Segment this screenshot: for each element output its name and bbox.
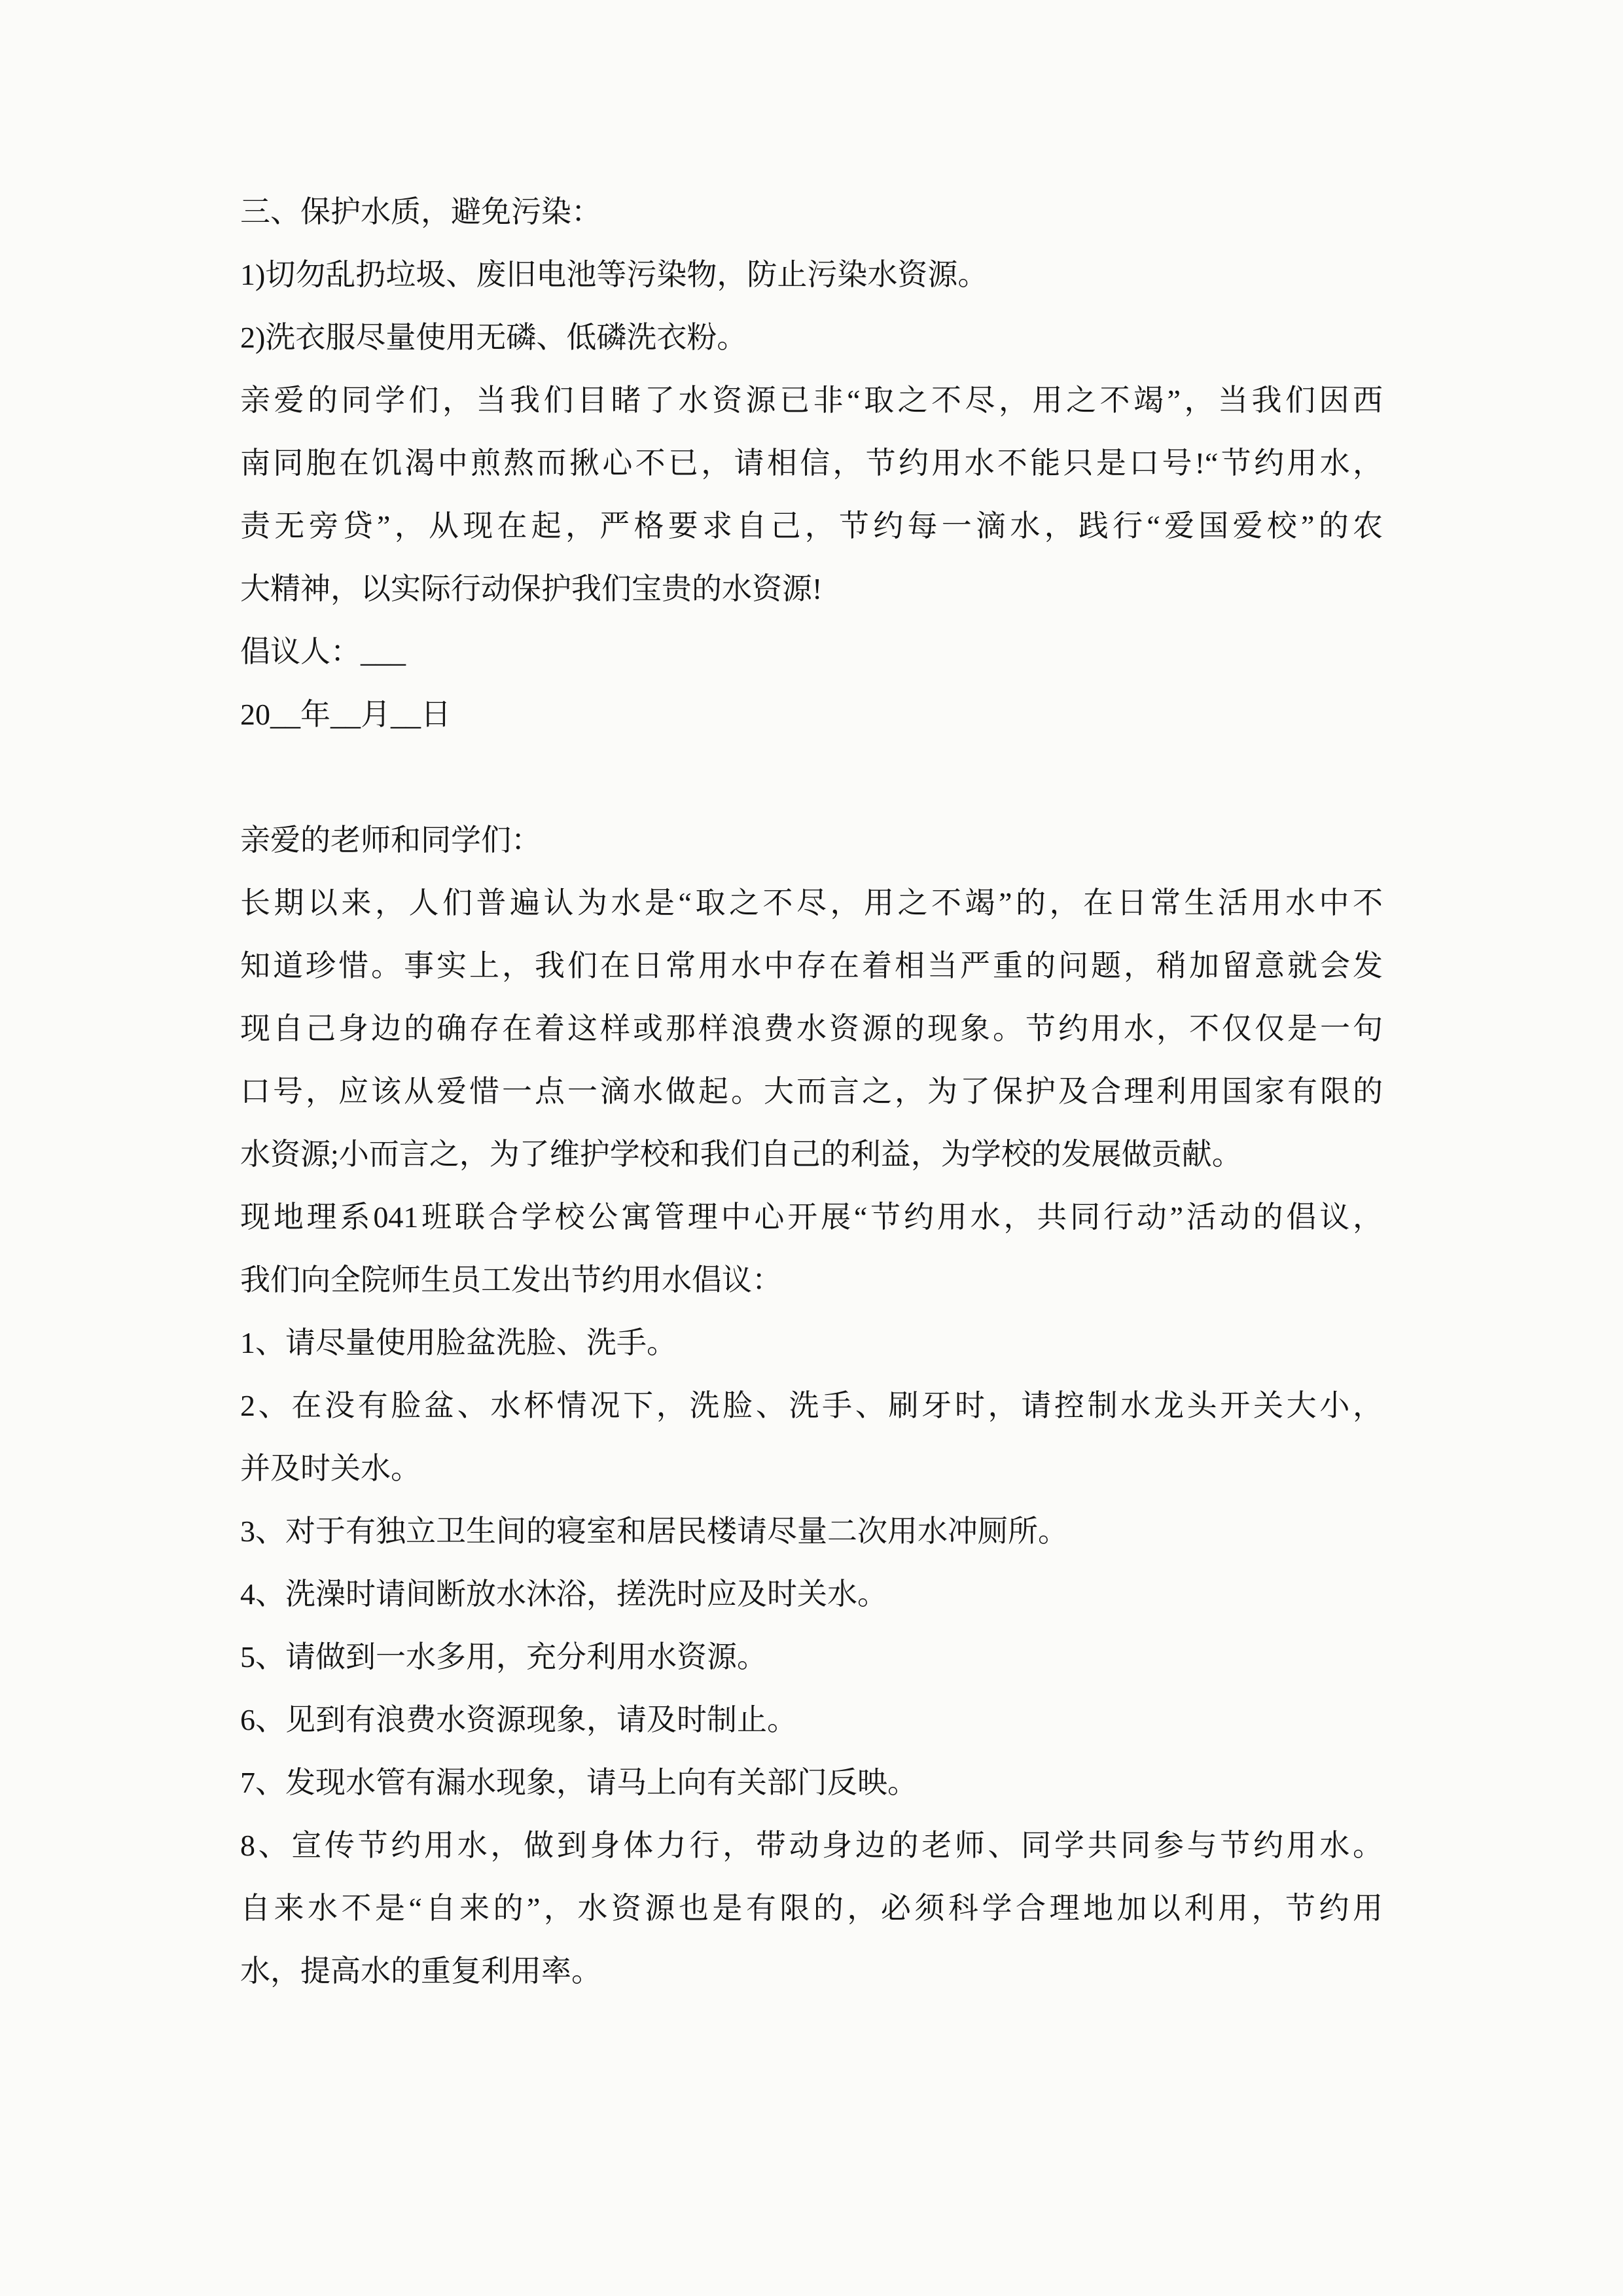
text-line: 南同胞在饥渴中煎熬而揪心不已，请相信，节约用水不能只是口号!“节约用水， xyxy=(240,446,1383,480)
text-line: 水，提高水的重复利用率。 xyxy=(240,1954,601,1988)
text-line: 倡议人：___ xyxy=(240,635,406,668)
text-line: 大精神，以实际行动保护我们宝贵的水资源! xyxy=(240,572,823,605)
text-line: 7、发现水管有漏水现象，请马上向有关部门反映。 xyxy=(240,1766,918,1799)
text-line: 现地理系041班联合学校公寓管理中心开展“节约用水，共同行动”活动的倡议， xyxy=(240,1200,1383,1234)
document-text xyxy=(240,181,1383,2003)
text-line: 三、保护水质，避免污染： xyxy=(240,195,601,228)
text-line: 1)切勿乱扔垃圾、废旧电池等污染物，防止污染水资源。 xyxy=(240,258,988,291)
text-line: 责无旁贷”，从现在起，严格要求自己，节约每一滴水，践行“爱国爱校”的农 xyxy=(240,509,1383,543)
text-line: 6、见到有浪费水资源现象，请及时制止。 xyxy=(240,1703,797,1736)
text-line: 我们向全院师生员工发出节约用水倡议： xyxy=(240,1263,782,1297)
text-line: 5、请做到一水多用，充分利用水资源。 xyxy=(240,1640,767,1674)
text-line: 20__年__月__日 xyxy=(240,698,451,731)
text-line: 亲爱的老师和同学们： xyxy=(240,823,541,857)
text-line: 亲爱的同学们，当我们目睹了水资源已非“取之不尽，用之不竭”，当我们因西 xyxy=(240,384,1383,417)
text-line: 知道珍惜。事实上，我们在日常用水中存在着相当严重的问题，稍加留意就会发 xyxy=(240,949,1383,982)
text-line xyxy=(240,746,1383,809)
text-line: 1、请尽量使用脸盆洗脸、洗手。 xyxy=(240,1326,677,1359)
text-line: 并及时关水。 xyxy=(240,1452,421,1485)
text-line: 长期以来，人们普遍认为水是“取之不尽，用之不竭”的，在日常生活用水中不 xyxy=(240,886,1383,920)
text-line: 自来水不是“自来的”，水资源也是有限的，必须科学合理地加以利用，节约用 xyxy=(240,1892,1383,1925)
text-line: 3、对于有独立卫生间的寝室和居民楼请尽量二次用水冲厕所。 xyxy=(240,1515,1068,1548)
text-line: 8、宣传节约用水，做到身体力行，带动身边的老师、同学共同参与节约用水。 xyxy=(240,1829,1383,1862)
text-line: 2)洗衣服尽量使用无磷、低磷洗衣粉。 xyxy=(240,321,747,354)
text-line: 水资源;小而言之，为了维护学校和我们自己的利益，为学校的发展做贡献。 xyxy=(240,1138,1242,1171)
text-line: 口号，应该从爱惜一点一滴水做起。大而言之，为了保护及合理利用国家有限的 xyxy=(240,1075,1383,1108)
text-line: 4、洗澡时请间断放水沐浴，搓洗时应及时关水。 xyxy=(240,1577,887,1611)
text-line: 现自己身边的确存在着这样或那样浪费水资源的现象。节约用水，不仅仅是一句 xyxy=(240,1012,1383,1045)
text-line: 2、在没有脸盆、水杯情况下，洗脸、洗手、刷牙时，请控制水龙头开关大小， xyxy=(240,1389,1383,1422)
